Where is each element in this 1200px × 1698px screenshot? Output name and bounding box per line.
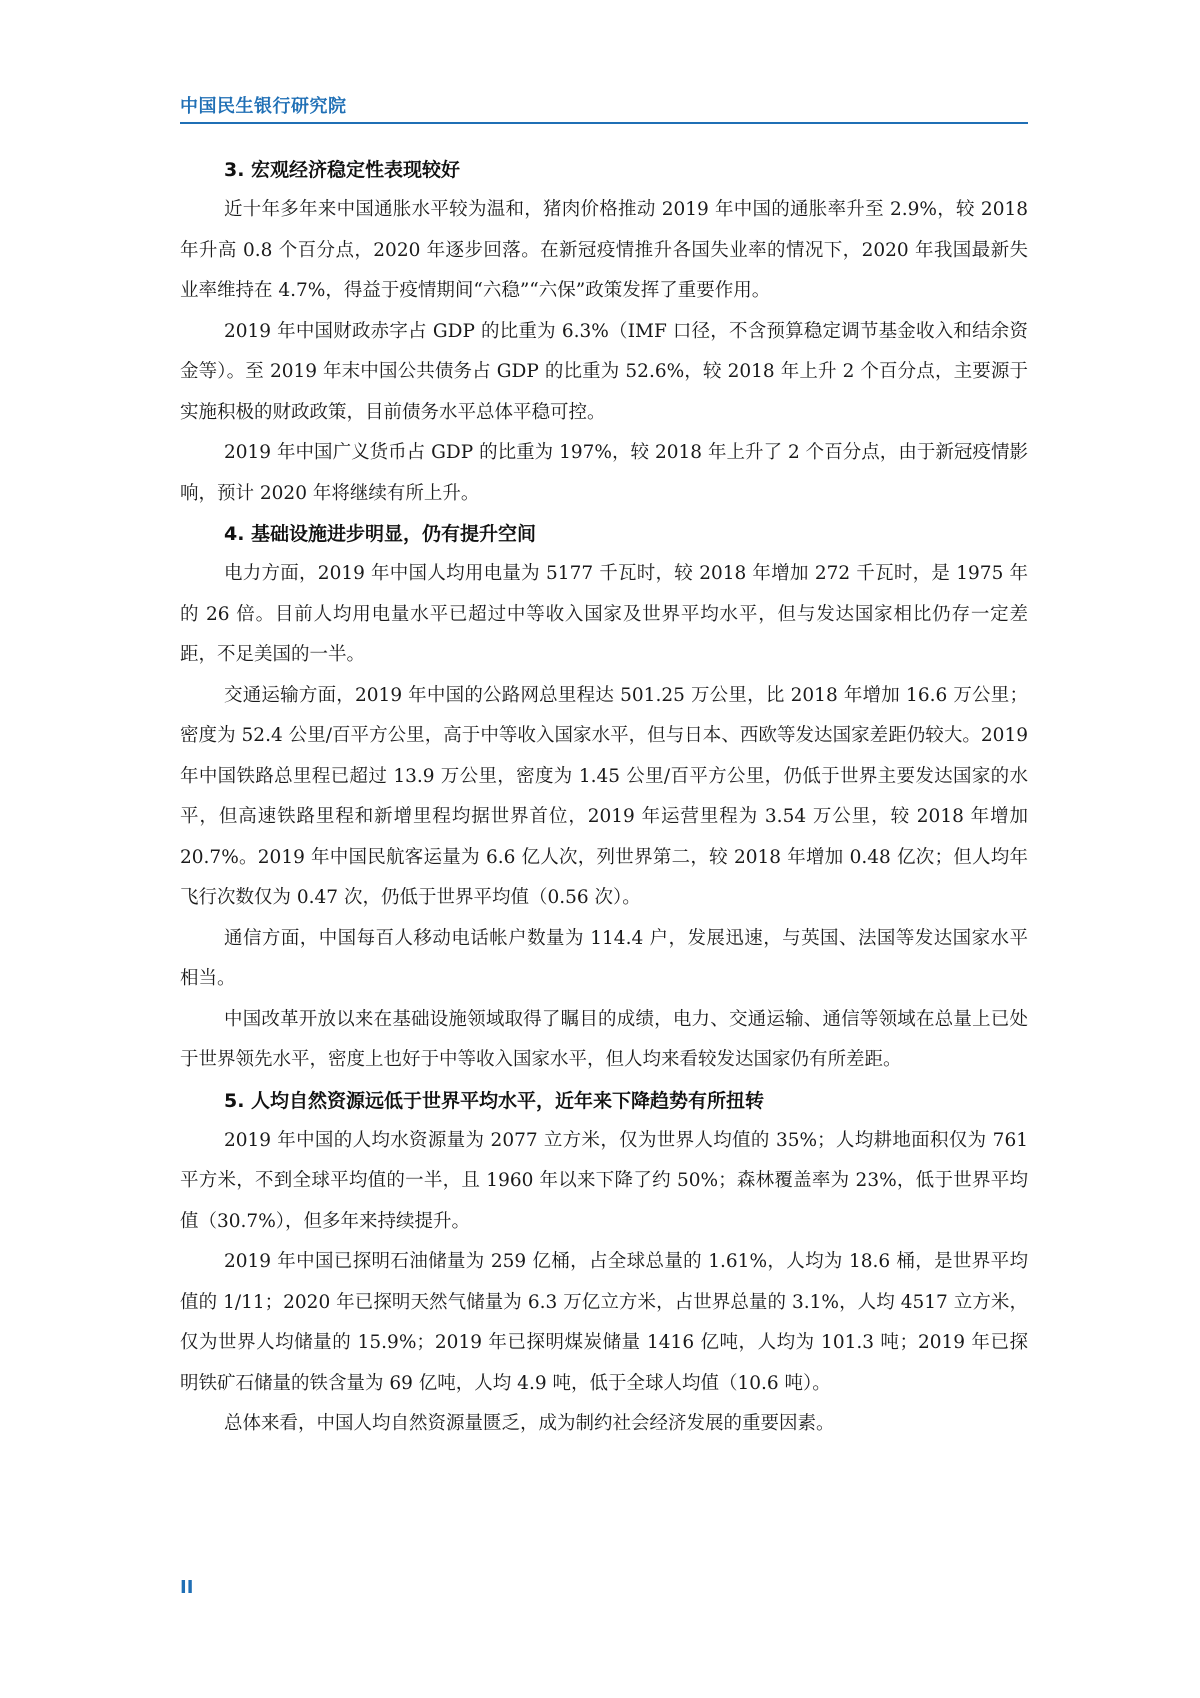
paragraph: 电力方面，2019 年中国人均用电量为 5177 千瓦时，较 2018 年增加 272 千瓦时，是 1975 年的 26 倍。目前人均用电量水平已超过中等收入国家及世界平均水平，但与发达国家相比仍存一定差距，不足美国的一半。 xyxy=(180,563,1028,665)
section-heading: 3. 宏观经济稳定性表现较好 xyxy=(224,159,461,181)
paragraph: 2019 年中国的人均水资源量为 2077 立方米，仅为世界人均值的 35%；人均耕地面积仅为 761 平方米，不到全球平均值的一半，且 1960 年以来下降了约 50%；森林覆盖率为 23%，低于世界平均值（30.7%），但多年来持续提升。 xyxy=(180,1129,1028,1232)
paragraph: 近十年多年来中国通胀水平较为温和，猪肉价格推动 2019 年中国的通胀率升至 2.9%，较 2018 年升高 0.8 个百分点，2020 年逐步回落。在新冠疫情推升各国失业率的情况下，2020 年我国最新失业率维持在 4.7%，得益于疫情期间“六稳”“六保”政策发挥了重要作用。 xyxy=(180,199,1028,301)
document-body xyxy=(180,150,1028,1445)
page-header xyxy=(180,88,1028,124)
section-macro-stability xyxy=(180,150,1028,514)
paragraph: 交通运输方面，2019 年中国的公路网总里程达 501.25 万公里，比 2018 年增加 16.6 万公里；密度为 52.4 公里/百平方公里，高于中等收入国家水平，但与日本、西欧等发达国家差距仍较大。2019 年中国铁路总里程已超过 13.9 万公里，密度为 1.45 公里/百平方公里，仍低于世界主要发达国家的水平，但高速铁路里程和新增里程均据世界首位，2019 年运营里程为 3.54 万公里，较 2018 年增加 20.7%。2019 年中国民航客运量为 6.6 亿人次，列世界第二，较 2018 年增加 0.48 亿次；但人均年飞行次数仅为 0.47 次，仍低于世界平均值（0.56 次）。 xyxy=(180,684,1028,908)
section-natural-resources xyxy=(180,1081,1028,1445)
paragraph: 2019 年中国已探明石油储量为 259 亿桶，占全球总量的 1.61%，人均为 18.6 桶，是世界平均值的 1/11；2020 年已探明天然气储量为 6.3 万亿立方米，占世界总量的 3.1%，人均 4517 立方米，仅为世界人均储量的 15.9%；2019 年已探明煤炭储量 1416 亿吨，人均为 101.3 吨；2019 年已探明铁矿石储量的铁含量为 69 亿吨，人均 4.9 吨，低于全球人均值（10.6 吨）。 xyxy=(180,1251,1028,1394)
paragraph: 2019 年中国广义货币占 GDP 的比重为 197%，较 2018 年上升了 2 个百分点，由于新冠疫情影响，预计 2020 年将继续有所上升。 xyxy=(180,442,1028,504)
paragraph: 通信方面，中国每百人移动电话帐户数量为 114.4 户，发展迅速，与英国、法国等发达国家水平相当。 xyxy=(180,927,1028,989)
paragraph: 中国改革开放以来在基础设施领域取得了瞩目的成绩，电力、交通运输、通信等领域在总量上已处于世界领先水平，密度上也好于中等收入国家水平，但人均来看较发达国家仍有所差距。 xyxy=(180,1008,1028,1070)
paragraph: 总体来看，中国人均自然资源量匮乏，成为制约社会经济发展的重要因素。 xyxy=(224,1413,835,1434)
paragraph: 2019 年中国财政赤字占 GDP 的比重为 6.3%（IMF 口径，不含预算稳定调节基金收入和结余资金等）。至 2019 年末中国公共债务占 GDP 的比重为 52.6%，较 2018 年上升 2 个百分点，主要源于实施积极的财政政策，目前债务水平总体平稳可控。 xyxy=(180,320,1028,423)
header-title: 中国民生银行研究院 xyxy=(180,96,347,117)
section-infrastructure xyxy=(180,514,1028,1081)
section-heading: 5. 人均自然资源远低于世界平均水平，近年来下降趋势有所扭转 xyxy=(224,1089,765,1112)
page-number: II xyxy=(180,1577,194,1598)
section-heading: 4. 基础设施进步明显，仍有提升空间 xyxy=(224,523,537,545)
